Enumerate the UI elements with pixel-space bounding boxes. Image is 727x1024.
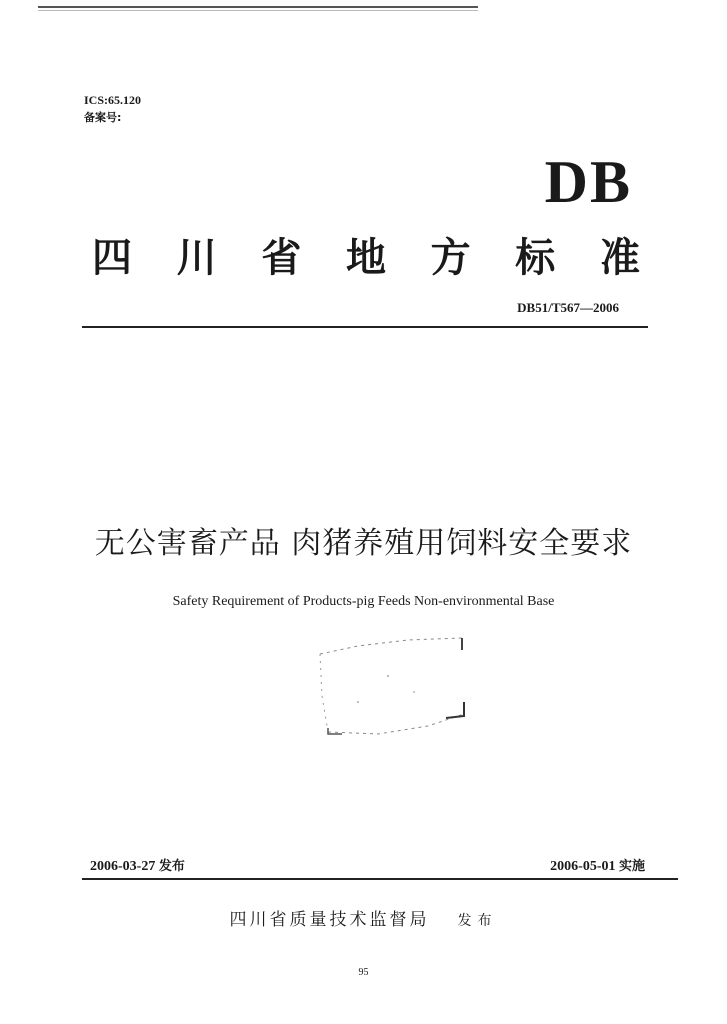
page-number: 95: [358, 967, 369, 978]
record-number-label: 备案号:: [84, 111, 122, 124]
standard-type-char: 地: [345, 235, 386, 281]
document-title-zh: 无公害畜产品 肉猪养殖用饲料安全要求: [94, 526, 633, 561]
standard-number: DB51/T567—2006: [517, 300, 619, 315]
issue-date-label: 发布: [158, 859, 185, 874]
faded-stamp-outline: [318, 636, 466, 736]
standard-type-char: 四: [92, 235, 132, 281]
issuing-authority: [0, 908, 727, 933]
ics-code: ICS:65.120: [84, 93, 142, 107]
standard-type-char: 省: [261, 235, 302, 281]
issuing-authority-suffix: 发布: [457, 913, 498, 929]
document-title-en: Safety Requirement of Products-pig Feeds Non-environmental Base: [172, 594, 555, 609]
db-mark: DB: [544, 149, 632, 215]
top-scan-rule: [38, 6, 478, 8]
issue-date: [90, 858, 185, 876]
standard-type-char: 方: [430, 235, 471, 281]
standard-type-char: 准: [599, 235, 640, 281]
effective-date-label: 实施: [618, 859, 645, 874]
header-divider: [82, 326, 648, 328]
standard-type-heading: [92, 234, 640, 282]
footer-divider: [82, 878, 678, 880]
standard-type-char: 川: [176, 235, 217, 281]
standard-type-char: 标: [515, 235, 556, 281]
top-scan-rule-thin: [38, 10, 478, 11]
issuing-authority-name: 四川省质量技术监督局: [229, 910, 430, 930]
issue-date-value: 2006-03-27: [90, 859, 156, 874]
effective-date: [550, 858, 645, 876]
effective-date-value: 2006-05-01: [550, 859, 616, 874]
